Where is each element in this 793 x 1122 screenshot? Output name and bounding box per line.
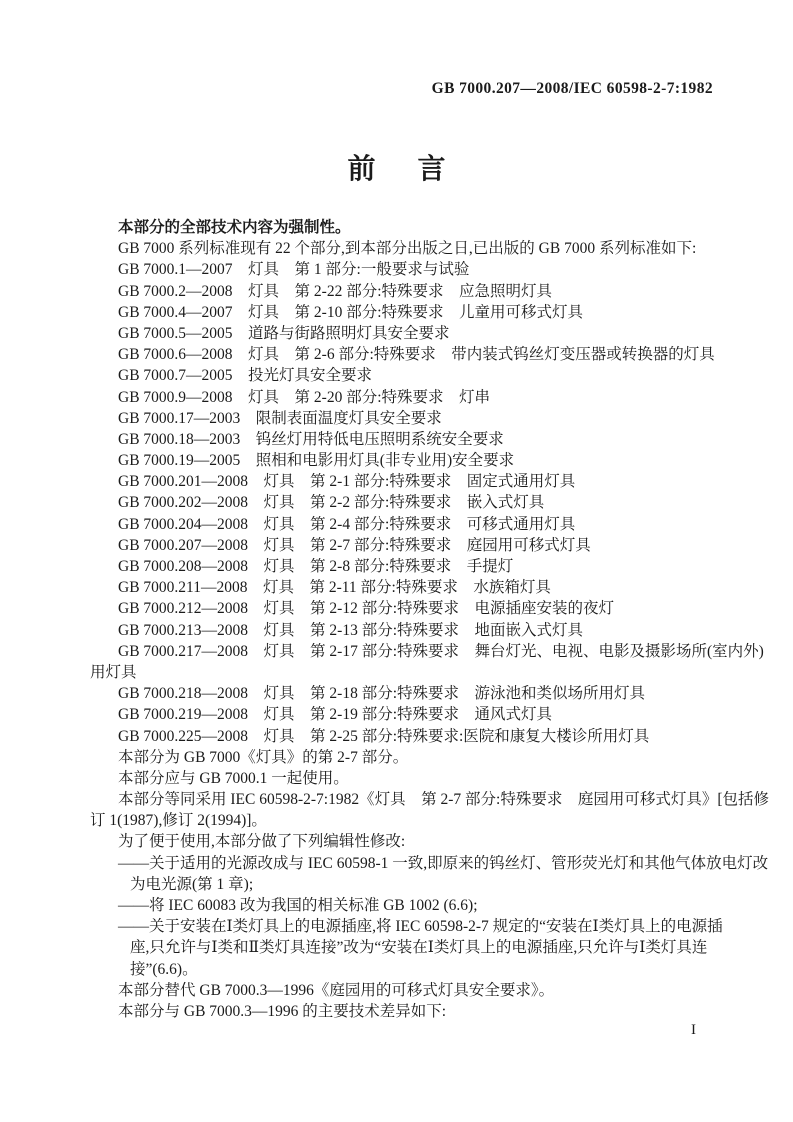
body-line: 本部分替代 GB 7000.3—1996《庭园用的可移式灯具安全要求》。 [118, 981, 555, 999]
body-line: GB 7000 系列标准现有 22 个部分,到本部分出版之日,已出版的 GB 7000 系列标准如下: [118, 240, 697, 258]
body-line: GB 7000.4—2007 灯具 第 2-10 部分:特殊要求 儿童用可移式灯具 [118, 303, 584, 321]
body-content [90, 217, 769, 1022]
body-line: GB 7000.211—2008 灯具 第 2-11 部分:特殊要求 水族箱灯具 [118, 579, 551, 597]
body-line: GB 7000.1—2007 灯具 第 1 部分:一般要求与试验 [118, 261, 470, 279]
body-line: GB 7000.19—2005 照相和电影用灯具(非专业用)安全要求 [118, 452, 515, 470]
body-line: 本部分的全部技术内容为强制性。 [118, 219, 351, 236]
body-line: GB 7000.202—2008 灯具 第 2-2 部分:特殊要求 嵌入式灯具 [118, 494, 545, 512]
body-line: GB 7000.219—2008 灯具 第 2-19 部分:特殊要求 通风式灯具 [118, 706, 553, 724]
body-line: 为了便于使用,本部分做了下列编辑性修改: [118, 833, 406, 851]
body-line: 为电光源(第 1 章); [130, 875, 254, 893]
body-line: 本部分为 GB 7000《灯具》的第 2-7 部分。 [118, 748, 409, 766]
body-line: GB 7000.225—2008 灯具 第 2-25 部分:特殊要求:医院和康复大楼诊所用灯具 [118, 727, 650, 745]
body-line: ——将 IEC 60083 改为我国的相关标准 GB 1002 (6.6); [118, 897, 478, 914]
body-line: GB 7000.207—2008 灯具 第 2-7 部分:特殊要求 庭园用可移式灯具 [118, 536, 591, 554]
body-line: GB 7000.18—2003 钨丝灯用特低电压照明系统安全要求 [118, 430, 504, 448]
body-line: 用灯具 [90, 663, 137, 681]
body-line: GB 7000.7—2005 投光灯具安全要求 [118, 367, 373, 385]
body-line: GB 7000.5—2005 道路与街路照明灯具安全要求 [118, 324, 450, 342]
body-line: GB 7000.208—2008 灯具 第 2-8 部分:特殊要求 手提灯 [118, 558, 514, 575]
body-line: ——关于安装在Ⅰ类灯具上的电源插座,将 IEC 60598-2-7 规定的“安装在Ⅰ类灯具上的电源插 [118, 918, 723, 936]
body-line: GB 7000.213—2008 灯具 第 2-13 部分:特殊要求 地面嵌入式灯具 [118, 621, 584, 639]
body-line: ——关于适用的光源改成与 IEC 60598-1 一致,即原来的钨丝灯、管形荧光灯和其他气体放电灯改 [118, 854, 769, 872]
body-line: GB 7000.17—2003 限制表面温度灯具安全要求 [118, 409, 442, 427]
body-line: 本部分应与 GB 7000.1 一起使用。 [118, 769, 349, 787]
body-line: 订 1(1987),修订 2(1994)]。 [90, 812, 267, 830]
page-title: 前言 [347, 154, 488, 185]
body-line: 接”(6.6)。 [130, 960, 198, 978]
body-line: 本部分等同采用 IEC 60598-2-7:1982《灯具 第 2-7 部分:特殊要求 庭园用可移式灯具》[包括修 [118, 791, 769, 809]
body-line: GB 7000.201—2008 灯具 第 2-1 部分:特殊要求 固定式通用灯具 [118, 473, 576, 491]
body-line: GB 7000.217—2008 灯具 第 2-17 部分:特殊要求 舞台灯光、电视、电影及摄影场所(室内外) [118, 642, 764, 660]
body-line: GB 7000.212—2008 灯具 第 2-12 部分:特殊要求 电源插座安装的夜灯 [118, 600, 615, 618]
body-line: 座,只允许与Ⅰ类和Ⅱ类灯具连接”改为“安装在Ⅰ类灯具上的电源插座,只允许与Ⅰ类灯具连 [130, 939, 708, 957]
body-line: GB 7000.6—2008 灯具 第 2-6 部分:特殊要求 带内装式钨丝灯变压器或转换器的灯具 [118, 346, 715, 364]
body-line: GB 7000.2—2008 灯具 第 2-22 部分:特殊要求 应急照明灯具 [118, 282, 553, 300]
standard-number-header: GB 7000.207—2008/IEC 60598-2-7:1982 [431, 80, 713, 97]
body-line: GB 7000.9—2008 灯具 第 2-20 部分:特殊要求 灯串 [118, 388, 491, 406]
body-line: GB 7000.218—2008 灯具 第 2-18 部分:特殊要求 游泳池和类似场所用灯具 [118, 685, 646, 703]
body-line: 本部分与 GB 7000.3—1996 的主要技术差异如下: [118, 1002, 447, 1020]
body-line: GB 7000.204—2008 灯具 第 2-4 部分:特殊要求 可移式通用灯具 [118, 515, 576, 533]
page-number: I [691, 1022, 696, 1038]
